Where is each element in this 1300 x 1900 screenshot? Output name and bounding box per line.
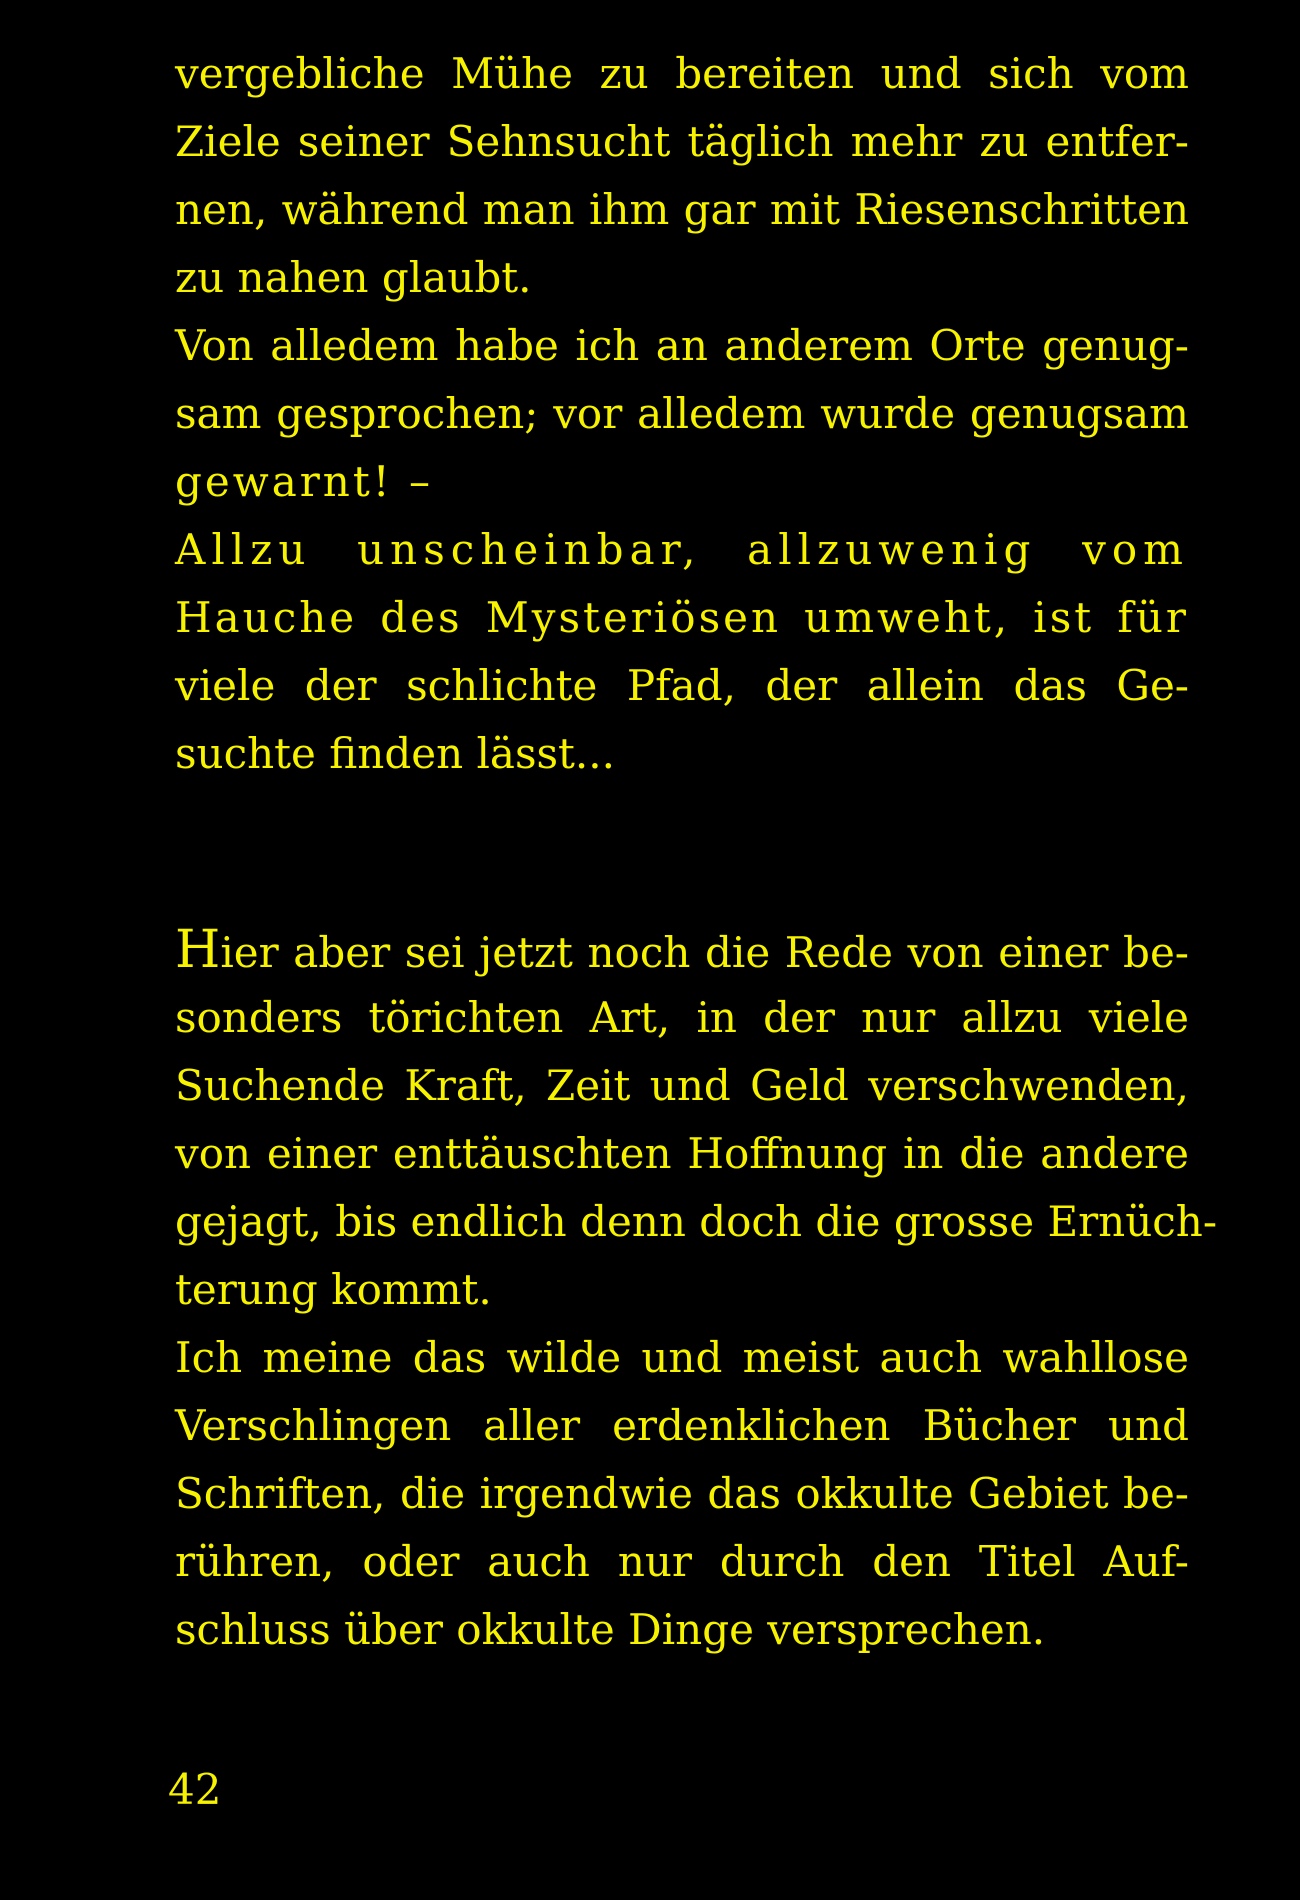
- text-line: Suchende Kraft, Zeit und Geld verschwenden,: [175, 1061, 1189, 1110]
- text-line-rest: ier aber sei jetzt noch die Rede von einer be-: [220, 928, 1189, 977]
- text-line: suchte finden lässt...: [175, 729, 615, 778]
- text-line: gewarnt! –: [175, 457, 433, 506]
- text-line: zu nahen glaubt.: [175, 253, 532, 302]
- text-line: sonders törichten Art, in der nur allzu viele: [175, 993, 1189, 1042]
- initial-letter: H: [175, 920, 221, 980]
- text-line: Verschlingen aller erdenklichen Bücher und: [175, 1401, 1189, 1450]
- text-line: nen, während man ihm gar mit Riesenschritten: [175, 185, 1189, 234]
- text-line: viele der schlichte Pfad, der allein das Ge-: [175, 661, 1189, 710]
- text-line: rühren, oder auch nur durch den Titel Auf-: [175, 1537, 1189, 1586]
- text-line: Allzu unscheinbar, allzuwenig vom: [175, 525, 1189, 574]
- text-line: Schriften, die irgendwie das okkulte Gebiet be-: [175, 1469, 1189, 1518]
- page-number: 42: [168, 1765, 222, 1814]
- text-line: vergebliche Mühe zu bereiten und sich vom: [175, 49, 1189, 98]
- text-line-with-initial: [175, 916, 1189, 984]
- text-line: terung kommt.: [175, 1265, 492, 1314]
- text-line: Hauche des Mysteriösen umweht, ist für: [175, 593, 1189, 642]
- text-line: Von alledem habe ich an anderem Orte genug-: [175, 321, 1189, 370]
- text-line: Ich meine das wilde und meist auch wahllose: [175, 1333, 1189, 1382]
- text-line: schluss über okkulte Dinge versprechen.: [175, 1605, 1046, 1654]
- text-line: Ziele seiner Sehnsucht täglich mehr zu entfer-: [175, 117, 1189, 166]
- text-line: von einer enttäuschten Hoffnung in die andere: [175, 1129, 1189, 1178]
- text-line: sam gesprochen; vor alledem wurde genugsam: [175, 389, 1189, 438]
- text-line: gejagt, bis endlich denn doch die grosse Ernüch-: [175, 1197, 1218, 1246]
